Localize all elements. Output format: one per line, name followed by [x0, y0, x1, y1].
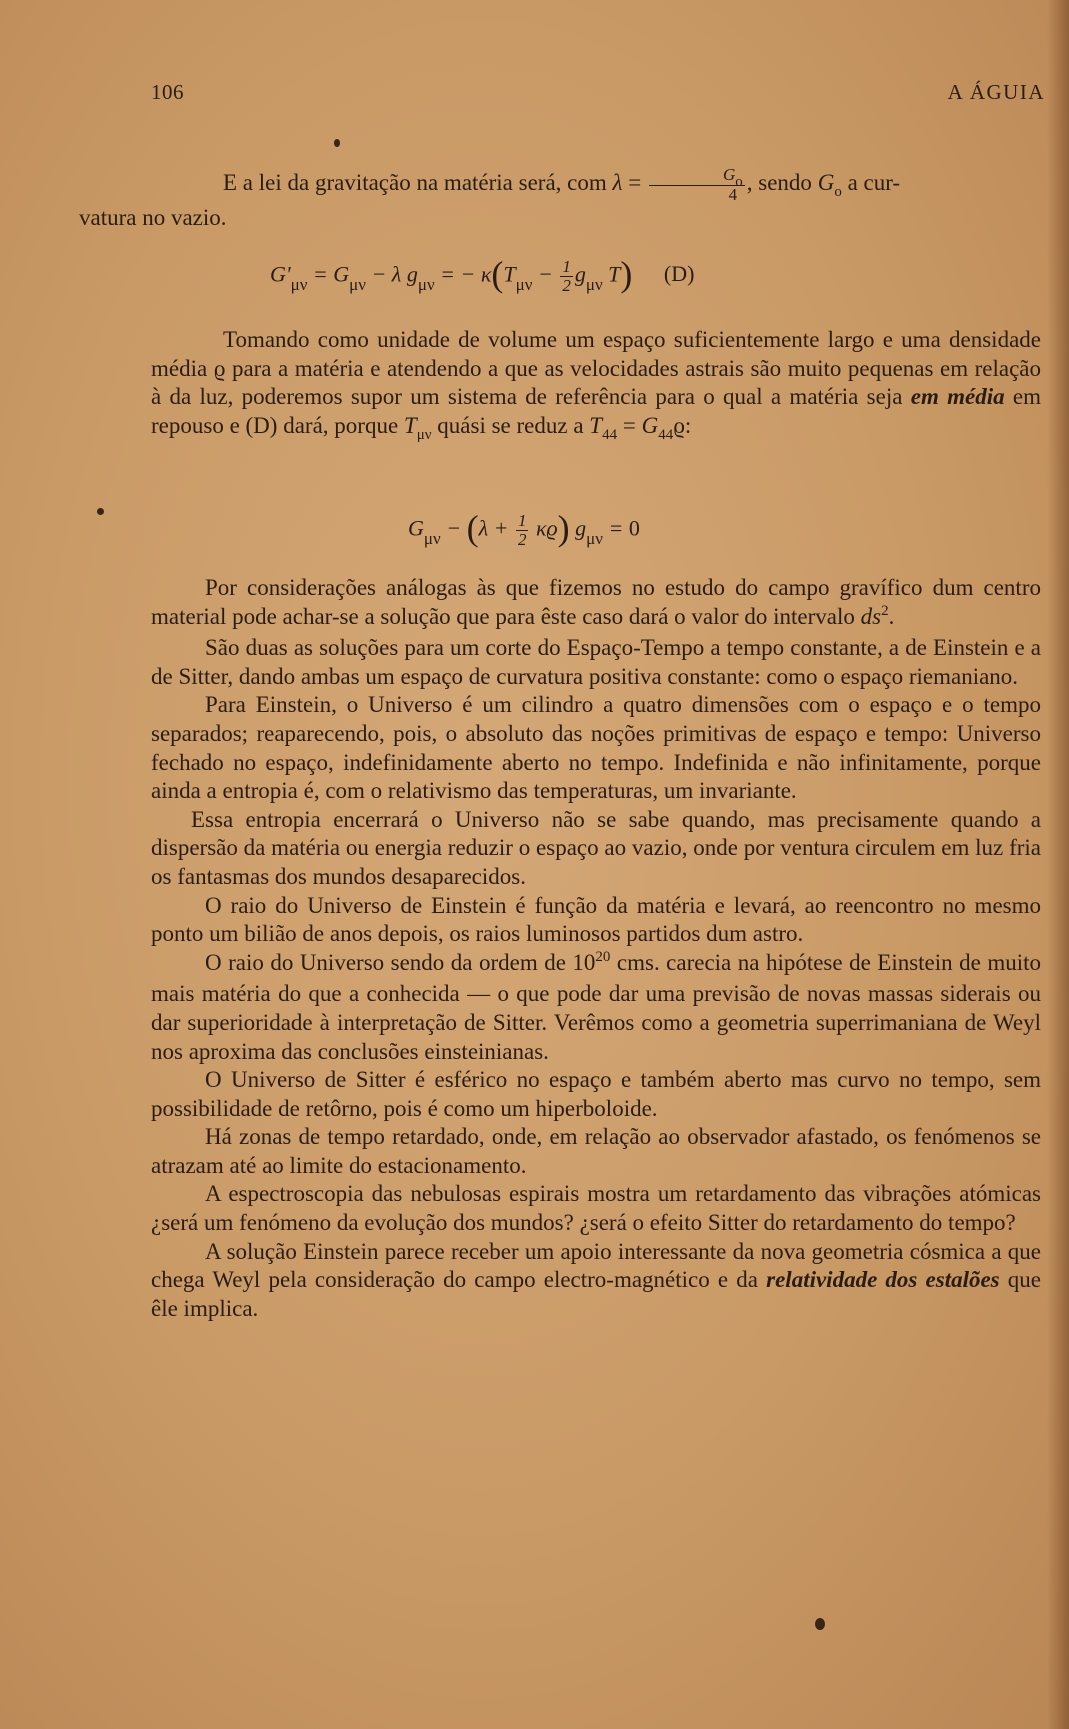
paper-speck	[97, 508, 104, 515]
paper-speck	[815, 1618, 825, 1630]
text-body-2	[151, 326, 1041, 443]
text-body-3	[151, 574, 1041, 1323]
paragraph-12: A solução Einstein parece receber um apoio interessante da nova geometria cósmica a que chega Weyl pela consideração do campo electro-magnético e da relatividade dos estalões que êle implica.	[151, 1238, 1042, 1321]
paragraph-7: O raio do Universo de Einstein é função da matéria e levará, ao reencontro no mesmo ponto um bilião de anos depois, os raios luminosos partidos dum astro.	[151, 892, 1041, 947]
paragraph-4: São duas as soluções para um corte do Espaço-Tempo a tempo constante, a de Einstein e a de Sitter, dando ambas um espaço de curvatura positiva constante: como o espaço riemaniano.	[151, 635, 1041, 689]
equation-d-label: (D)	[663, 261, 695, 287]
paragraph-6: Essa entropia encerrará o Universo não se sabe quando, mas precisamente quando a dispersão da matéria ou energia reduzir o espaço ao vazio, onde por ventura circulem em luz fria os fantasmas dos mundos desaparecidos.	[151, 806, 1041, 889]
page-edge-shadow	[1047, 0, 1069, 1729]
paragraph-11: A espectroscopia das nebulosas espirais mostra um retardamento das vibrações atómicas ¿será um fenómeno da evolução dos mundos? ¿será o efeito Sitter do retardamento do tempo?	[151, 1181, 1041, 1236]
paragraph-5: Para Einstein, o Universo é um cilindro a quatro dimensões com o espaço e o tempo separados; reaparecendo, pois, o absoluto das noções primitivas de espaço e tempo: Universo fechado no espaço, indefinidamente aberto no tempo. Indefinida e não infinitamente, porque ainda a entropia é, com o relativismo das temperaturas, um invariante.	[151, 692, 1041, 804]
equation-2: $G_{\mu\nu} - (\lambda$ + $\frac{1}{2}$ κϱ) $g_{\mu\nu} = 0$	[408, 508, 640, 549]
text-body	[79, 165, 1041, 232]
equation-d: $G'_{\mu\nu} = G_{\mu\nu} - \lambda$ $g_{\mu\nu}$ = − $\kappa(T_{\mu\nu}$ − $\frac{1}{2}$ $g_{\mu\nu}$ T) (D)	[270, 254, 695, 295]
lambda-fraction: $\frac{Go}{4}$	[649, 166, 745, 204]
paragraph-3: Por considerações análogas às que fizemos no estudo do campo gravífico dum centro material pode achar-se a solução que para êste caso dará o valor do intervalo $ds^2$.	[151, 575, 1041, 629]
paragraph-8: O raio do Universo sendo da ordem de $10^{20}$ cms. carecia na hipótese de Einstein de muito mais matéria do que a conhecida — o que pode dar uma previsão de novas massas siderais ou dar superioridade à interpretação de Sitter. Verêmos como a geometria superrimaniana de Weyl nos aproxima das conclusões einsteinianas.	[151, 948, 1041, 1064]
page-number: 106	[151, 80, 184, 104]
paragraph-9: O Universo de Sitter é esférico no espaço e também aberto mas curvo no tempo, sem possibilidade de retôrno, pois é como um hiperboloide.	[151, 1067, 1041, 1121]
paragraph-2: Tomando como unidade de volume um espaço suficientemente largo e uma densidade média ϱ para a matéria e atendendo a que as velocidades astrais são muito pequenas em relação à da luz, poderemos supor um sistema de referência para o qual a matéria seja em média em repouso e (D) dará, porque $T_{\mu\nu}$ quási se reduz a $T_{44} = G_{44}ϱ$:	[151, 327, 1042, 443]
paragraph-10: Há zonas de tempo retardado, onde, em relação ao observador afastado, os fenómenos se atrazam até ao limite do estacionamento.	[151, 1124, 1041, 1178]
paper-speck	[334, 139, 340, 147]
running-title: A ÁGUIA	[947, 80, 1045, 104]
paragraph-1: E a lei da gravitação na matéria será, com λ = $\frac{Go}{4}$ , sendo $G_o$ a cur- vatura no vazio.	[79, 165, 901, 230]
